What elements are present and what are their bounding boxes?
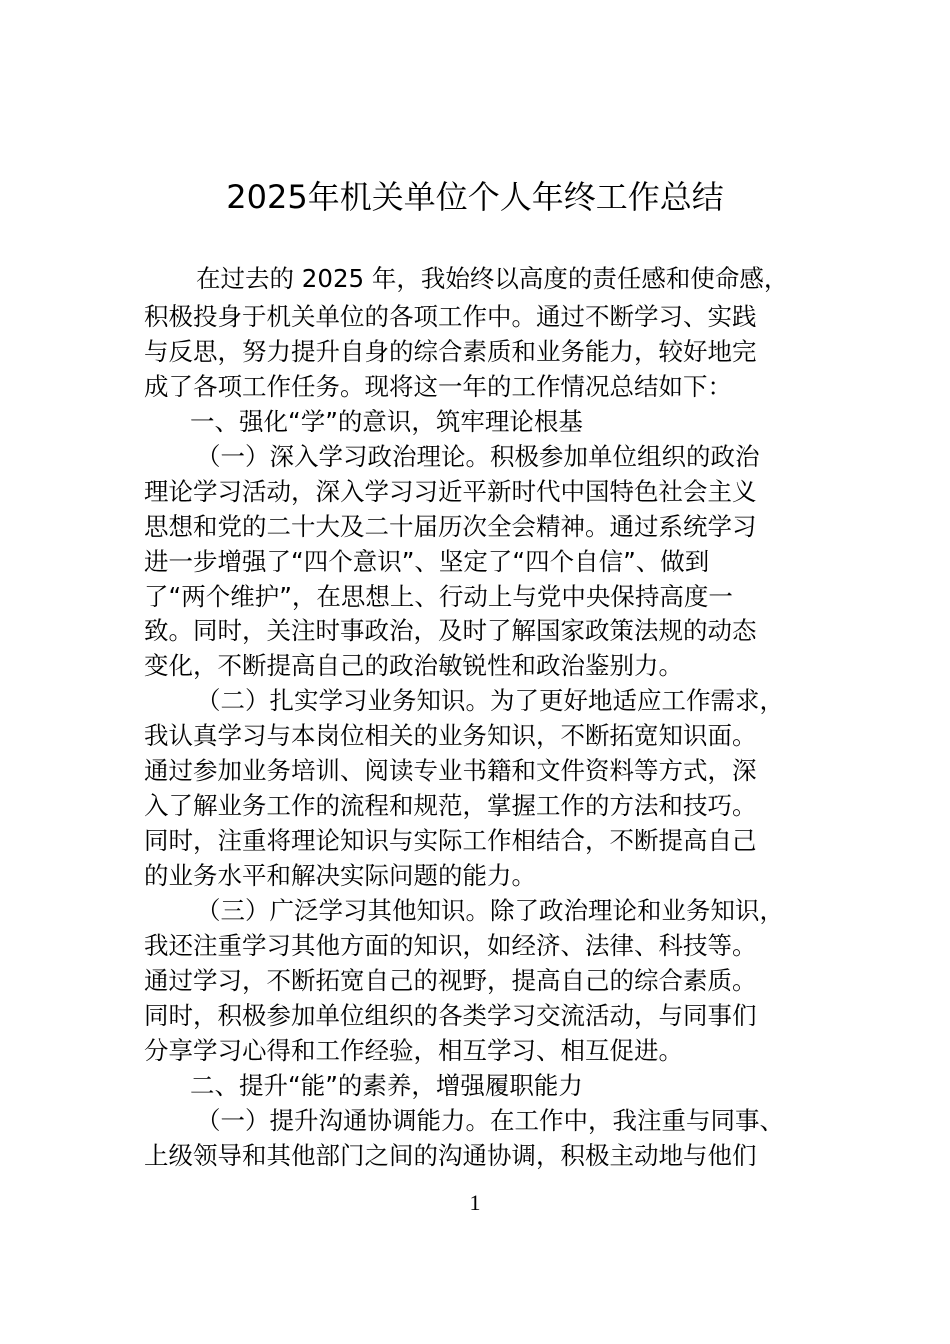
text-line: 分享学习心得和工作经验，相互学习、相互促进。 [144, 1036, 683, 1065]
text-line: 同时，注重将理论知识与实际工作相结合，不断提高自己 [144, 826, 757, 855]
text-line: 通过参加业务培训、阅读专业书籍和文件资料等方式，深 [144, 756, 757, 785]
text-line: 积极投身于机关单位的各项工作中。通过不断学习、实践 [144, 302, 757, 331]
section-heading: 一、强化“学”的意识，筑牢理论根基 [190, 407, 583, 436]
text-line: 变化，不断提高自己的政治敏锐性和政治鉴别力。 [144, 651, 683, 680]
text-line: 与反思，努力提升自身的综合素质和业务能力，较好地完 [144, 337, 757, 366]
text-line: （三）广泛学习其他知识。除了政治理论和业务知识， [196, 896, 784, 925]
text-line: 成了各项工作任务。现将这一年的工作情况总结如下： [144, 372, 732, 401]
text-line: （二）扎实学习业务知识。为了更好地适应工作需求， [196, 686, 784, 715]
text-line: 了“两个维护”，在思想上、行动上与党中央保持高度一 [144, 582, 733, 611]
text-line: 我还注重学习其他方面的知识，如经济、法律、科技等。 [144, 931, 757, 960]
text-line: 致。同时，关注时事政治，及时了解国家政策法规的动态 [144, 616, 757, 645]
text-line: 在过去的 2025 年，我始终以高度的责任感和使命感， [196, 264, 789, 293]
text-line: 的业务水平和解决实际问题的能力。 [144, 861, 536, 890]
text-line: （一）提升沟通协调能力。在工作中，我注重与同事、 [196, 1106, 784, 1135]
text-line: 进一步增强了“四个意识”、坚定了“四个自信”、做到 [144, 547, 710, 576]
text-line: 上级领导和其他部门之间的沟通协调，积极主动地与他们 [144, 1141, 757, 1170]
text-line: （一）深入学习政治理论。积极参加单位组织的政治 [196, 442, 760, 471]
text-line: 同时，积极参加单位组织的各类学习交流活动，与同事们 [144, 1001, 757, 1030]
section-heading: 二、提升“能”的素养，增强履职能力 [190, 1071, 583, 1100]
text-line: 通过学习，不断拓宽自己的视野，提高自己的综合素质。 [144, 966, 757, 995]
text-line: 入了解业务工作的流程和规范，掌握工作的方法和技巧。 [144, 791, 757, 820]
page-number: 1 [469, 1190, 481, 1215]
text-line: 思想和党的二十大及二十届历次全会精神。通过系统学习 [144, 512, 757, 541]
document-title: 2025年机关单位个人年终工作总结 [226, 178, 724, 216]
text-line: 理论学习活动，深入学习习近平新时代中国特色社会主义 [144, 477, 757, 506]
text-line: 我认真学习与本岗位相关的业务知识，不断拓宽知识面。 [144, 721, 757, 750]
